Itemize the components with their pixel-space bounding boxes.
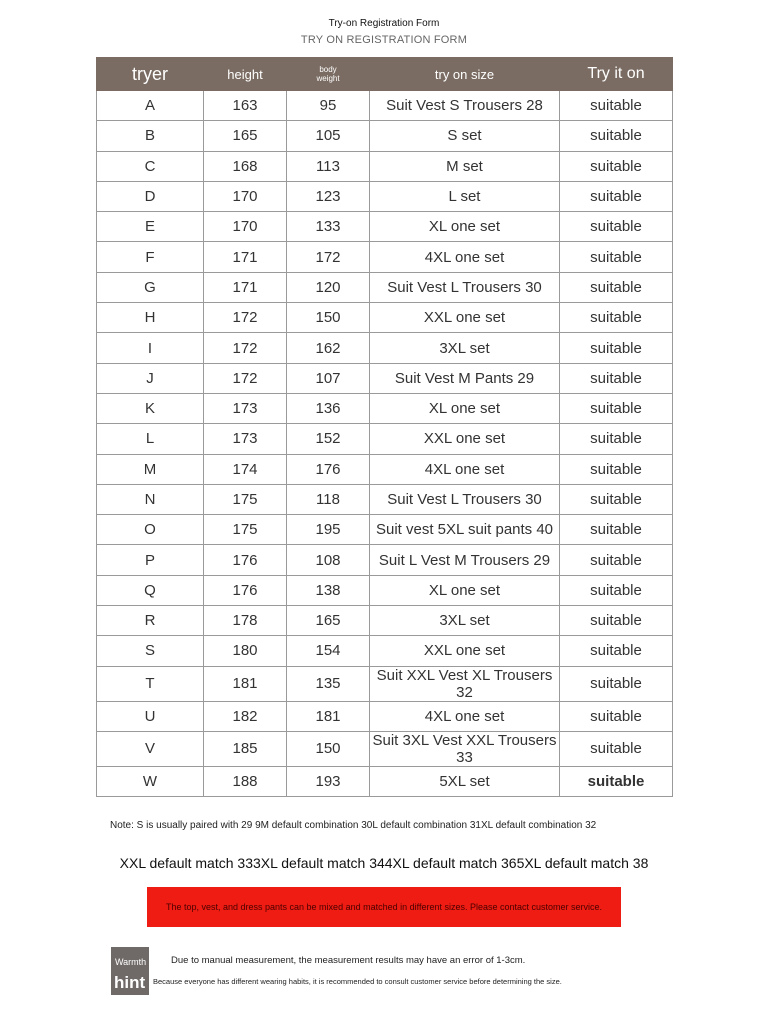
cell-size: 4XL one set [370,454,560,484]
cell-height: 176 [204,575,287,605]
cell-weight: 136 [287,393,370,423]
cell-weight: 181 [287,701,370,731]
cell-height: 188 [204,766,287,796]
column-header-weight [287,58,370,91]
cell-fit: suitable [560,545,673,575]
cell-height: 168 [204,151,287,181]
cell-weight: 154 [287,636,370,666]
cell-fit: suitable [560,181,673,211]
cell-height: 171 [204,272,287,302]
cell-fit: suitable [560,666,673,701]
table-row [97,272,673,302]
cell-height: 173 [204,424,287,454]
hint-badge-bottom: hint [114,973,146,992]
cell-fit: suitable [560,242,673,272]
cell-size: XL one set [370,393,560,423]
table-row [97,545,673,575]
cell-fit: suitable [560,731,673,766]
cell-size: L set [370,181,560,211]
cell-tryer: M [97,454,204,484]
cell-height: 172 [204,363,287,393]
cell-height: 181 [204,666,287,701]
note-line-1: Note: S is usually paired with 29 9M default combination 30L default combination 31XL default combination 32 [110,820,597,831]
table-row [97,454,673,484]
cell-weight: 108 [287,545,370,575]
cell-weight: 152 [287,424,370,454]
cell-weight: 95 [287,91,370,121]
cell-height: 182 [204,701,287,731]
cell-size: XXL one set [370,303,560,333]
cell-weight: 165 [287,606,370,636]
cell-tryer: L [97,424,204,454]
cell-weight: 113 [287,151,370,181]
column-header-tryer: tryer [97,58,204,91]
table-row [97,701,673,731]
cell-height: 175 [204,515,287,545]
table-header-row [97,58,673,91]
cell-size: 3XL set [370,333,560,363]
cell-tryer: B [97,121,204,151]
cell-weight: 162 [287,333,370,363]
cell-height: 170 [204,212,287,242]
cell-fit: suitable [560,766,673,796]
table-row [97,393,673,423]
table-row [97,484,673,514]
cell-weight: 135 [287,666,370,701]
cell-size: Suit Vest M Pants 29 [370,363,560,393]
cell-tryer: H [97,303,204,333]
cell-tryer: U [97,701,204,731]
table-row [97,303,673,333]
table-row [97,212,673,242]
table-row [97,515,673,545]
cell-fit: suitable [560,575,673,605]
cell-height: 178 [204,606,287,636]
cell-fit: suitable [560,91,673,121]
cell-tryer: Q [97,575,204,605]
table-row [97,731,673,766]
cell-size: XL one set [370,575,560,605]
cell-fit: suitable [560,212,673,242]
cell-height: 170 [204,181,287,211]
table-row [97,666,673,701]
cell-tryer: E [97,212,204,242]
table-row [97,242,673,272]
cell-size: Suit XXL Vest XL Trousers 32 [370,666,560,701]
form-title: Try-on Registration Form [328,18,440,29]
banner-text: The top, vest, and dress pants can be mixed and matched in different sizes. Please contact customer service. [165,902,603,912]
cell-weight: 176 [287,454,370,484]
cell-fit: suitable [560,393,673,423]
cell-height: 176 [204,545,287,575]
column-header-weight-line1: body [319,65,337,74]
cell-height: 175 [204,484,287,514]
cell-height: 180 [204,636,287,666]
cell-tryer: P [97,545,204,575]
cell-tryer: C [97,151,204,181]
cell-size: Suit Vest L Trousers 30 [370,484,560,514]
cell-fit: suitable [560,454,673,484]
cell-weight: 120 [287,272,370,302]
cell-fit: suitable [560,424,673,454]
cell-size: Suit Vest L Trousers 30 [370,272,560,302]
cell-fit: suitable [560,636,673,666]
table-row [97,424,673,454]
cell-weight: 107 [287,363,370,393]
cell-tryer: D [97,181,204,211]
cell-tryer: N [97,484,204,514]
table-row [97,575,673,605]
table-row [97,363,673,393]
cell-tryer: A [97,91,204,121]
hint-badge-top: Warmth [115,957,147,967]
cell-tryer: T [97,666,204,701]
cell-size: 3XL set [370,606,560,636]
cell-fit: suitable [560,272,673,302]
cell-fit: suitable [560,606,673,636]
cell-height: 185 [204,731,287,766]
column-header-height: height [204,58,287,91]
cell-fit: suitable [560,151,673,181]
cell-size: XL one set [370,212,560,242]
column-header-size: try on size [370,58,560,91]
note-line-2: XXL default match 333XL default match 344XL default match 365XL default match 38 [119,855,649,871]
cell-size: 4XL one set [370,242,560,272]
cell-weight: 195 [287,515,370,545]
cell-tryer: J [97,363,204,393]
cell-height: 165 [204,121,287,151]
cell-height: 172 [204,333,287,363]
cell-tryer: F [97,242,204,272]
cell-weight: 138 [287,575,370,605]
cell-fit: suitable [560,484,673,514]
table-row [97,766,673,796]
table-row [97,181,673,211]
table-row [97,636,673,666]
cell-tryer: I [97,333,204,363]
cell-height: 173 [204,393,287,423]
table-row [97,151,673,181]
cell-tryer: V [97,731,204,766]
cell-size: S set [370,121,560,151]
warmth-hint-badge [111,947,149,995]
cell-size: Suit vest 5XL suit pants 40 [370,515,560,545]
cell-size: XXL one set [370,424,560,454]
cell-fit: suitable [560,333,673,363]
hint-line-2: Because everyone has different wearing habits, it is recommended to consult customer service before determining the size. [153,977,562,986]
cell-tryer: O [97,515,204,545]
cell-fit: suitable [560,303,673,333]
cell-size: Suit Vest S Trousers 28 [370,91,560,121]
form-subtitle: TRY ON REGISTRATION FORM [300,34,468,46]
cell-size: M set [370,151,560,181]
cell-weight: 123 [287,181,370,211]
cell-tryer: R [97,606,204,636]
cell-weight: 150 [287,731,370,766]
cell-size: Suit 3XL Vest XXL Trousers 33 [370,731,560,766]
cell-size: 4XL one set [370,701,560,731]
cell-size: 5XL set [370,766,560,796]
cell-size: XXL one set [370,636,560,666]
cell-tryer: G [97,272,204,302]
cell-height: 172 [204,303,287,333]
cell-height: 174 [204,454,287,484]
table-row [97,91,673,121]
cell-fit: suitable [560,701,673,731]
size-table [96,57,673,797]
cell-fit: suitable [560,121,673,151]
cell-height: 163 [204,91,287,121]
cell-weight: 133 [287,212,370,242]
cell-fit: suitable [560,363,673,393]
cell-weight: 193 [287,766,370,796]
cell-fit: suitable [560,515,673,545]
cell-weight: 118 [287,484,370,514]
column-header-weight-line2: weight [316,74,340,83]
cell-weight: 105 [287,121,370,151]
hint-line-1: Due to manual measurement, the measurement results may have an error of 1-3cm. [171,955,526,966]
table-row [97,121,673,151]
cell-size: Suit L Vest M Trousers 29 [370,545,560,575]
cell-weight: 150 [287,303,370,333]
cell-height: 171 [204,242,287,272]
table-row [97,606,673,636]
cell-tryer: S [97,636,204,666]
cell-weight: 172 [287,242,370,272]
column-header-try-it-on: Try it on [560,58,673,91]
cell-tryer: W [97,766,204,796]
mix-match-banner [147,887,621,927]
table-row [97,333,673,363]
cell-tryer: K [97,393,204,423]
